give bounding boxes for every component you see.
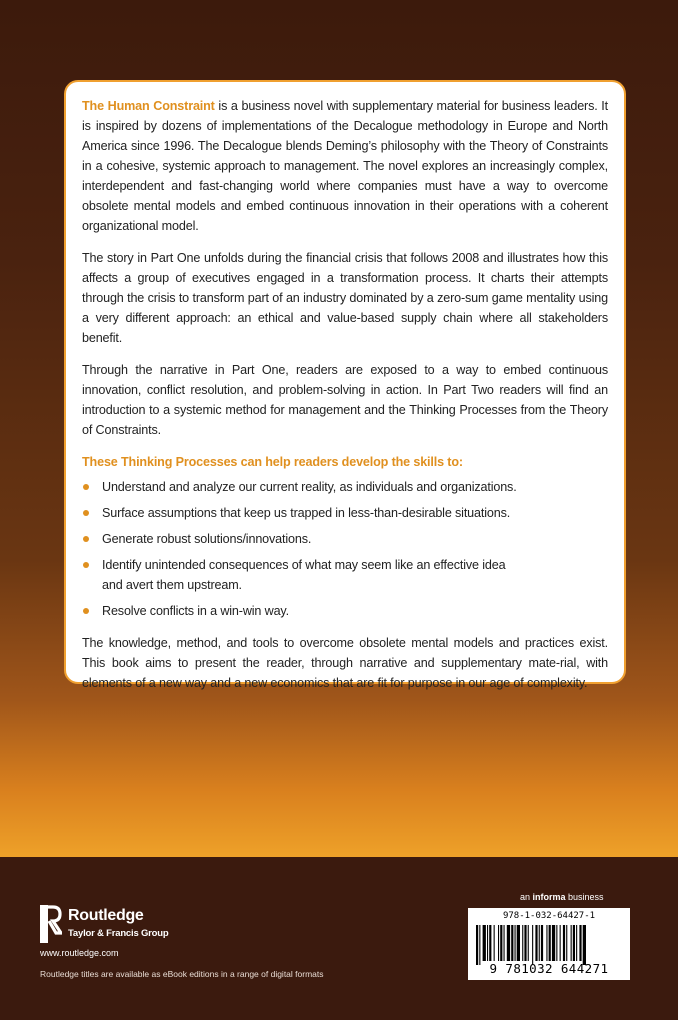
barcode-bar: [539, 925, 540, 961]
bullet-dot-icon: [83, 608, 89, 614]
barcode-bar: [517, 925, 520, 961]
barcode-bar: [511, 925, 513, 961]
barcode-bar: [579, 925, 581, 961]
list-item-text: Understand and analyze our current reality, as individuals and organizations.: [102, 480, 517, 494]
blurb-panel: [64, 80, 626, 690]
informa-prefix: an: [520, 892, 533, 902]
barcode-bar: [576, 925, 577, 961]
barcode-bar: [494, 925, 495, 961]
barcode-bar: [535, 925, 537, 961]
informa-brand: informa: [532, 892, 566, 902]
barcode-bar: [489, 925, 491, 961]
list-item-text: Identify unintended consequences of what may seem like an effective idea and avert them upstream.: [102, 558, 506, 592]
barcode-bars: [476, 925, 622, 965]
barcode-bar: [566, 925, 567, 961]
isbn-barcode: [468, 908, 630, 980]
publisher-name: Routledge: [68, 907, 144, 924]
list-item: [82, 601, 608, 621]
list-item-text: Surface assumptions that keep us trapped in less-than-desirable situations.: [102, 506, 511, 520]
list-item-text: Generate robust solutions/innovations.: [102, 532, 312, 546]
ebook-note: Routledge titles are available as eBook editions in a range of digital formats: [40, 969, 324, 979]
barcode-bar: [549, 925, 551, 961]
barcode-bar: [479, 925, 480, 965]
blurb-paragraph-1-text: is a business novel with supplementary material for business leaders. It is inspired by dozens of implementations of the Decalogue methodology in Europe and North America since 1996. The Decalogue blends Deming’s philosophy with the Theory of Constraints in a cohesive, systemic approach to management. The novel explores an increasingly complex, interdependent and fast-changing world where companies must have a way to overcome obsolete mental models and embed continuous innovation in their operations with a coherent organizational model.: [82, 99, 608, 233]
barcode-bar: [487, 925, 488, 961]
skills-list: [82, 477, 608, 621]
barcode-bar: [476, 925, 478, 965]
footer-band: [0, 857, 678, 1020]
blurb-paragraph-2: The story in Part One unfolds during the financial crisis that follows 2008 and illustrates how this affects a group of executives engaged in a transformation process. It charts their attempts through the crisis to transform part of an industry dominated by a zero-sum game mentality using a very different approach: an ethical and value-based supply chain where all stakeholders benefit.: [82, 251, 608, 345]
informa-tagline: [520, 892, 604, 902]
list-item: [82, 529, 608, 549]
barcode-bar: [500, 925, 502, 961]
blurb-paragraph-3: Through the narrative in Part One, readers are exposed to a way to embed continuous innovation, conflict resolution, and problem-solving in action. In Part Two readers will find an introduction to a systemic method for management and the Thinking Processes from the Theory of Constraints.: [82, 363, 608, 437]
barcode-bar: [560, 925, 561, 961]
publisher-website-link[interactable]: www.routledge.com: [40, 948, 119, 958]
barcode-bar: [483, 925, 486, 961]
barcode-bar: [541, 925, 543, 961]
barcode-bar: [556, 925, 557, 961]
barcode-bar: [583, 925, 586, 965]
barcode-bar: [522, 925, 523, 961]
ean-number: 9 781032 644271: [489, 961, 609, 976]
barcode-bar: [573, 925, 575, 961]
blurb-paragraph-1: [82, 96, 608, 236]
blurb-paragraph-4: The knowledge, method, and tools to overcome obsolete mental models and practices exist. This book aims to present the reader, through narrative and supplementary mate-rial, with elements of a new way and a new economics that are fit for purpose in our age of complexity.: [82, 636, 608, 690]
bullet-dot-icon: [83, 484, 89, 490]
barcode-bar: [563, 925, 565, 961]
barcode-bar: [504, 925, 505, 961]
barcode-bar: [546, 925, 547, 961]
barcode-bar: [571, 925, 572, 961]
barcode-bar: [532, 925, 533, 965]
barcode-bar: [528, 925, 529, 961]
isbn-number: 978-1-032-64427-1: [502, 911, 596, 921]
bullet-dot-icon: [83, 536, 89, 542]
barcode-bar: [515, 925, 516, 961]
bullet-dot-icon: [83, 562, 89, 568]
book-title-highlight: The Human Constraint: [82, 99, 215, 113]
barcode-bar: [552, 925, 555, 961]
bullet-dot-icon: [83, 510, 89, 516]
list-item: [82, 477, 608, 497]
list-item: [82, 503, 608, 523]
informa-suffix: business: [565, 892, 604, 902]
barcode-bar: [507, 925, 510, 961]
publisher-group: Taylor & Francis Group: [68, 928, 169, 939]
skills-list-heading: These Thinking Processes can help readers develop the skills to:: [82, 455, 463, 469]
routledge-logo-icon: [40, 905, 62, 943]
barcode-bar: [524, 925, 526, 961]
list-item: [82, 555, 608, 595]
list-item-text: Resolve conflicts in a win-win way.: [102, 604, 289, 618]
barcode-bar: [498, 925, 499, 961]
